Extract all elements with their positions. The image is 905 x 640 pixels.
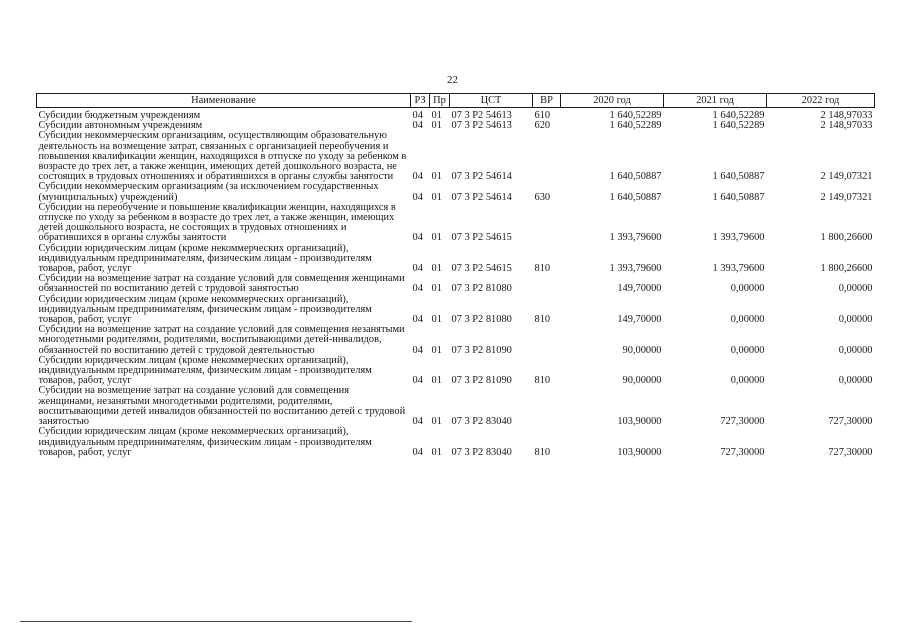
row-cst: 07 3 Р2 54614 — [451, 191, 512, 203]
row-2020: 1 640,50887 — [609, 191, 662, 203]
row-cst: 07 3 Р2 81090 — [451, 344, 512, 356]
table-row — [37, 108, 875, 122]
row-2020: 103,90000 — [617, 416, 662, 428]
row-cst: 07 3 Р2 54615 — [451, 263, 512, 275]
row-name: Субсидии юридическим лицам (кроме некоммерческих организаций), индивидуальным предпринимателям, физическим лицам - производителям товаров, работ, услуг — [38, 426, 372, 458]
row-rz: 04 — [412, 283, 423, 295]
row-pr: 01 — [431, 232, 442, 244]
row-2020: 1 640,50887 — [609, 171, 662, 183]
row-pr: 01 — [431, 314, 442, 326]
header-2022: 2022 год — [767, 94, 875, 108]
row-pr: 01 — [431, 191, 442, 203]
row-pr: 01 — [431, 120, 442, 132]
row-2021: 727,30000 — [720, 446, 765, 458]
row-2022: 2 148,97033 — [820, 120, 873, 132]
row-vr — [533, 325, 561, 356]
row-2022: 1 800,26600 — [820, 232, 873, 244]
row-name: Субсидии некоммерческим организациям, осуществляющим образовательную деятельность на возмещение затрат, связанных с организацией переобучения и повышения квалификации женщин, находящихся в отпуске по уходу за ребенком в возрасте до трех лет, а также женщин, имеющих детей дошкольного возраста, не состоящих в трудовых отношениях и обратившихся в органы службы занятости — [38, 130, 407, 183]
row-name: Субсидии юридическим лицам (кроме некоммерческих организаций), индивидуальным предпринимателям, физическим лицам - производителям товаров, работ, услуг — [38, 293, 372, 326]
row-rz: 04 — [412, 110, 423, 121]
table-row — [37, 244, 875, 275]
header-pr: Пр — [430, 94, 450, 108]
row-2022: 2 149,07321 — [820, 171, 873, 183]
row-2022: 2 149,07321 — [820, 191, 873, 203]
row-vr: 610 — [534, 110, 551, 121]
row-2022: 0,00000 — [838, 283, 873, 295]
row-name: Субсидии некоммерческим организациям (за исключением государственных (муниципальных) учреждений) — [38, 181, 379, 203]
table-row — [37, 427, 875, 458]
row-2020: 149,70000 — [617, 283, 662, 295]
row-rz: 04 — [412, 120, 423, 132]
header-2020: 2020 год — [561, 94, 664, 108]
row-2021: 1 393,79600 — [712, 232, 765, 244]
row-rz: 04 — [412, 232, 423, 244]
row-pr: 01 — [431, 110, 442, 121]
row-2020: 1 393,79600 — [609, 263, 662, 275]
table-row — [37, 356, 875, 387]
header-cst: ЦСТ — [450, 94, 533, 108]
row-rz: 04 — [412, 314, 423, 326]
row-rz: 04 — [412, 375, 423, 387]
row-vr: 810 — [534, 263, 551, 275]
row-2021: 1 640,52289 — [712, 110, 765, 121]
row-pr: 01 — [431, 446, 442, 458]
row-2021: 1 393,79600 — [712, 263, 765, 275]
row-2021: 1 640,52289 — [712, 120, 765, 132]
row-name: Субсидии на возмещение затрат на создание условий для совмещения женщинами, незанятыми многодетными родителями, родителями, воспитывающими детей инвалидов обязанностей по воспитанию детей с трудовой занятостью — [38, 385, 406, 428]
row-2020: 1 640,52289 — [609, 110, 662, 121]
row-vr: 630 — [534, 191, 551, 203]
footer-divider — [20, 621, 412, 622]
row-vr: 810 — [534, 375, 551, 387]
row-rz: 04 — [412, 191, 423, 203]
table-row — [37, 274, 875, 294]
row-pr: 01 — [431, 171, 442, 183]
row-2021: 727,30000 — [720, 416, 765, 428]
row-vr — [533, 131, 561, 182]
row-name: Субсидии на переобучение и повышение квалификации женщин, находящихся в отпуске по уходу за ребенком в возрасте до трех лет, а также женщин, имеющих детей дошкольного возраста, не состоящих в трудовых отношениях и обратившихся в органы службы занятости — [38, 201, 396, 244]
row-name: Субсидии юридическим лицам (кроме некоммерческих организаций), индивидуальным предпринимателям, физическим лицам - производителям товаров, работ, услуг — [38, 242, 372, 275]
row-pr: 01 — [431, 375, 442, 387]
row-2020: 90,00000 — [622, 344, 662, 356]
row-name: Субсидии юридическим лицам (кроме некоммерческих организаций), индивидуальным предпринимателям, физическим лицам - производителям товаров, работ, услуг — [38, 354, 372, 387]
row-2021: 0,00000 — [730, 375, 765, 387]
row-2021: 0,00000 — [730, 314, 765, 326]
row-2021: 0,00000 — [730, 283, 765, 295]
row-2020: 1 640,52289 — [609, 120, 662, 132]
row-pr: 01 — [431, 344, 442, 356]
row-2022: 727,30000 — [828, 446, 873, 458]
row-cst: 07 3 Р2 54613 — [451, 120, 512, 132]
row-2020: 1 393,79600 — [609, 232, 662, 244]
table-header-row — [37, 94, 875, 108]
row-cst: 07 3 Р2 83040 — [451, 446, 512, 458]
row-vr: 810 — [534, 446, 551, 458]
row-vr — [533, 274, 561, 294]
row-pr: 01 — [431, 263, 442, 275]
header-2021: 2021 год — [664, 94, 767, 108]
header-rz: РЗ — [411, 94, 430, 108]
row-rz: 04 — [412, 446, 423, 458]
row-2021: 1 640,50887 — [712, 171, 765, 183]
row-cst: 07 3 Р2 83040 — [451, 416, 512, 428]
row-2022: 0,00000 — [838, 314, 873, 326]
row-2022: 727,30000 — [828, 416, 873, 428]
header-name: Наименование — [37, 94, 411, 108]
table-row — [37, 386, 875, 427]
row-cst: 07 3 Р2 54615 — [451, 232, 512, 244]
row-rz: 04 — [412, 171, 423, 183]
row-name: Субсидии на возмещение затрат на создание условий для совмещения незанятыми многодетными родителями, родителями, воспитывающими детей-инвалидов, обязанностей по воспитанию детей с трудовой деятельностью — [38, 324, 405, 356]
row-rz: 04 — [412, 344, 423, 356]
row-cst: 07 3 Р2 81090 — [451, 375, 512, 387]
row-vr: 810 — [534, 314, 551, 326]
row-vr — [533, 203, 561, 244]
table-row — [37, 203, 875, 244]
header-vr: ВР — [533, 94, 561, 108]
row-2021: 1 640,50887 — [712, 191, 765, 203]
row-pr: 01 — [431, 416, 442, 428]
row-rz: 04 — [412, 263, 423, 275]
budget-table — [36, 93, 875, 458]
row-2022: 1 800,26600 — [820, 263, 873, 275]
row-cst: 07 3 Р2 54614 — [451, 171, 512, 183]
row-2020: 149,70000 — [617, 314, 662, 326]
row-2021: 0,00000 — [730, 344, 765, 356]
table-row — [37, 131, 875, 182]
row-name: Субсидии на возмещение затрат на создание условий для совмещения женщинами обязанностей по воспитанию детей с трудовой занятостью — [38, 273, 405, 295]
row-pr: 01 — [431, 283, 442, 295]
row-2022: 2 148,97033 — [820, 110, 873, 121]
table-row — [37, 295, 875, 326]
row-cst: 07 3 Р2 81080 — [451, 314, 512, 326]
row-cst: 07 3 Р2 54613 — [451, 110, 512, 121]
row-rz: 04 — [412, 416, 423, 428]
row-cst: 07 3 Р2 81080 — [451, 283, 512, 295]
row-2020: 90,00000 — [622, 375, 662, 387]
row-2022: 0,00000 — [838, 344, 873, 356]
row-name: Субсидии автономным учреждениям — [38, 120, 203, 132]
table-row — [37, 325, 875, 356]
row-vr: 620 — [534, 120, 551, 132]
table-row — [37, 182, 875, 202]
page-number: 22 — [447, 74, 458, 86]
row-2020: 103,90000 — [617, 446, 662, 458]
row-2022: 0,00000 — [838, 375, 873, 387]
row-name: Субсидии бюджетным учреждениям — [38, 110, 201, 121]
row-vr — [533, 386, 561, 427]
